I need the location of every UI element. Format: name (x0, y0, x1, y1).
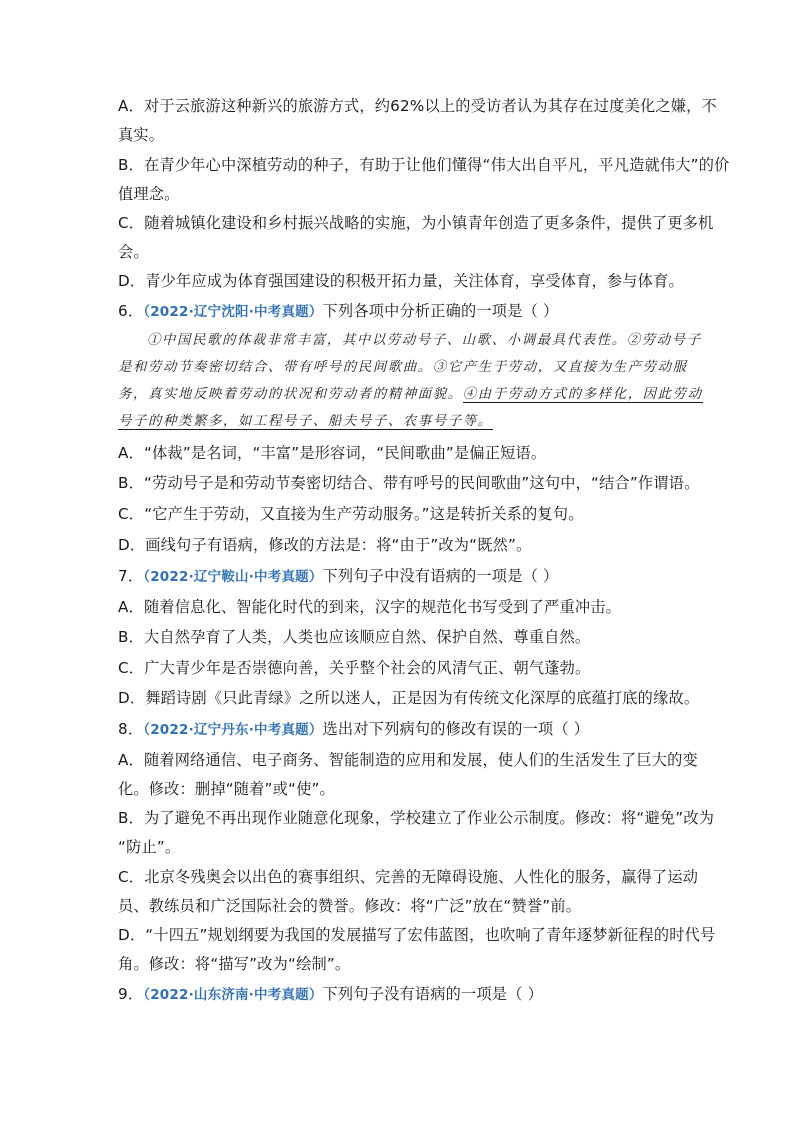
q5-option-c-line2: 会。 (118, 243, 149, 261)
q8-option-c-line2: 员、教练员和广泛国际社会的赞誉。修改：将“广泛”放在“赞誉”前。 (118, 897, 582, 915)
q7-heading (118, 566, 558, 587)
q6-stem: 下列各项中分析正确的一项是（ ） (322, 302, 559, 320)
q8-heading (118, 719, 589, 740)
q5-option-c-line1: C．随着城镇化建设和乡村振兴战略的实施，为小镇青年创造了更多条件，提供了更多机 (118, 214, 714, 232)
q8-option-d-line2: 角。修改：将“描写”改为“绘制”。 (118, 955, 351, 973)
q8-source: （2022·辽宁丹东·中考真题） (143, 722, 323, 738)
q8-option-a-line2: 化。修改：删掉“随着”或“使”。 (118, 780, 335, 798)
q5-option-a-line1: A．对于云旅游这种新兴的旅游方式，约62%以上的受访者认为其存在过度美化之嫌，不 (118, 97, 717, 115)
q6-heading (118, 301, 558, 322)
q9-number: 9． (118, 985, 144, 1003)
q6-passage-line3-plain: 务，真实地反映着劳动的状况和劳动者的精神面貌。 (118, 387, 463, 402)
q8-option-b-line2: “防止”。 (118, 838, 181, 856)
q6-underlined-sentence-end: 号子的种类繁多，如工程号子、船夫号子、农事号子等。 (118, 414, 493, 429)
q8-option-d-line1: D．“十四五”规划纲要为我国的发展描写了宏伟蓝图，也吹响了青年逐梦新征程的时代号 (118, 926, 716, 944)
q8-option-a-line1: A．随着网络通信、电子商务、智能制造的应用和发展，使人们的生活发生了巨大的变 (118, 751, 698, 769)
q5-option-d: D．青少年应成为体育强国建设的积极开拓力量，关注体育，享受体育，参与体育。 (118, 272, 684, 290)
q7-option-a: A．随着信息化、智能化时代的到来，汉字的规范化书写受到了严重冲击。 (118, 598, 621, 616)
q6-number: 6． (118, 302, 144, 320)
q7-number: 7． (118, 567, 144, 585)
q6-option-a: A．“体裁”是名词，“丰富”是形容词，“民间歌曲”是偏正短语。 (118, 444, 547, 462)
q8-option-b-line1: B．为了避免不再出现作业随意化现象，学校建立了作业公示制度。修改：将“避免”改为 (118, 809, 715, 827)
q5-option-b-line1: B．在青少年心中深植劳动的种子，有助于让他们懂得“伟大出自平凡，平凡造就伟大”的价 (118, 156, 730, 174)
q5-option-b-line2: 值理念。 (118, 185, 180, 203)
q7-option-d: D．舞蹈诗剧《只此青绿》之所以迷人，正是因为有传统文化深厚的底蕴打底的缘故。 (118, 689, 700, 707)
q7-source: （2022·辽宁鞍山·中考真题） (143, 569, 323, 585)
q7-option-c: C．广大青少年是否崇德向善，关乎整个社会的风清气正、朝气蓬勃。 (118, 659, 591, 677)
q6-option-c: C．“它产生于劳动，又直接为生产劳动服务。”这是转折关系的复句。 (118, 505, 584, 523)
q5-option-a-line2: 真实。 (118, 126, 165, 144)
q7-option-b: B．大自然孕育了人类，人类也应该顺应自然、保护自然、尊重自然。 (118, 628, 591, 646)
q6-underlined-sentence-start: ④由于劳动方式的多样化，因此劳动 (462, 387, 703, 402)
q6-passage-line2: 是和劳动节奏密切结合、带有呼号的民间歌曲。③它产生于劳动，又直接为生产劳动服 (118, 360, 688, 375)
q9-stem: 下列句子没有语病的一项是（ ） (322, 985, 543, 1003)
q6-passage-line4 (118, 412, 493, 432)
q6-passage-line1: ①中国民歌的体裁非常丰富，其中以劳动号子、山歌、小调最具代表性。②劳动号子 (147, 333, 702, 348)
q6-passage-line3 (118, 385, 703, 405)
q6-option-d: D．画线句子有语病，修改的方法是：将“由于”改为“既然”。 (118, 536, 532, 554)
q9-heading (118, 984, 543, 1005)
q9-source: （2022·山东济南·中考真题） (143, 987, 323, 1003)
q8-stem: 选出对下列病句的修改有误的一项（ ） (322, 720, 590, 738)
q8-option-c-line1: C．北京冬残奥会以出色的赛事组织、完善的无障碍设施、人性化的服务，赢得了运动 (118, 868, 699, 886)
q6-source: （2022·辽宁沈阳·中考真题） (143, 304, 323, 320)
q7-stem: 下列句子中没有语病的一项是（ ） (322, 567, 559, 585)
q6-option-b: B．“劳动号子是和劳动节奏密切结合、带有呼号的民间歌曲”这句中，“结合”作谓语。 (118, 474, 700, 492)
q8-number: 8． (118, 720, 144, 738)
